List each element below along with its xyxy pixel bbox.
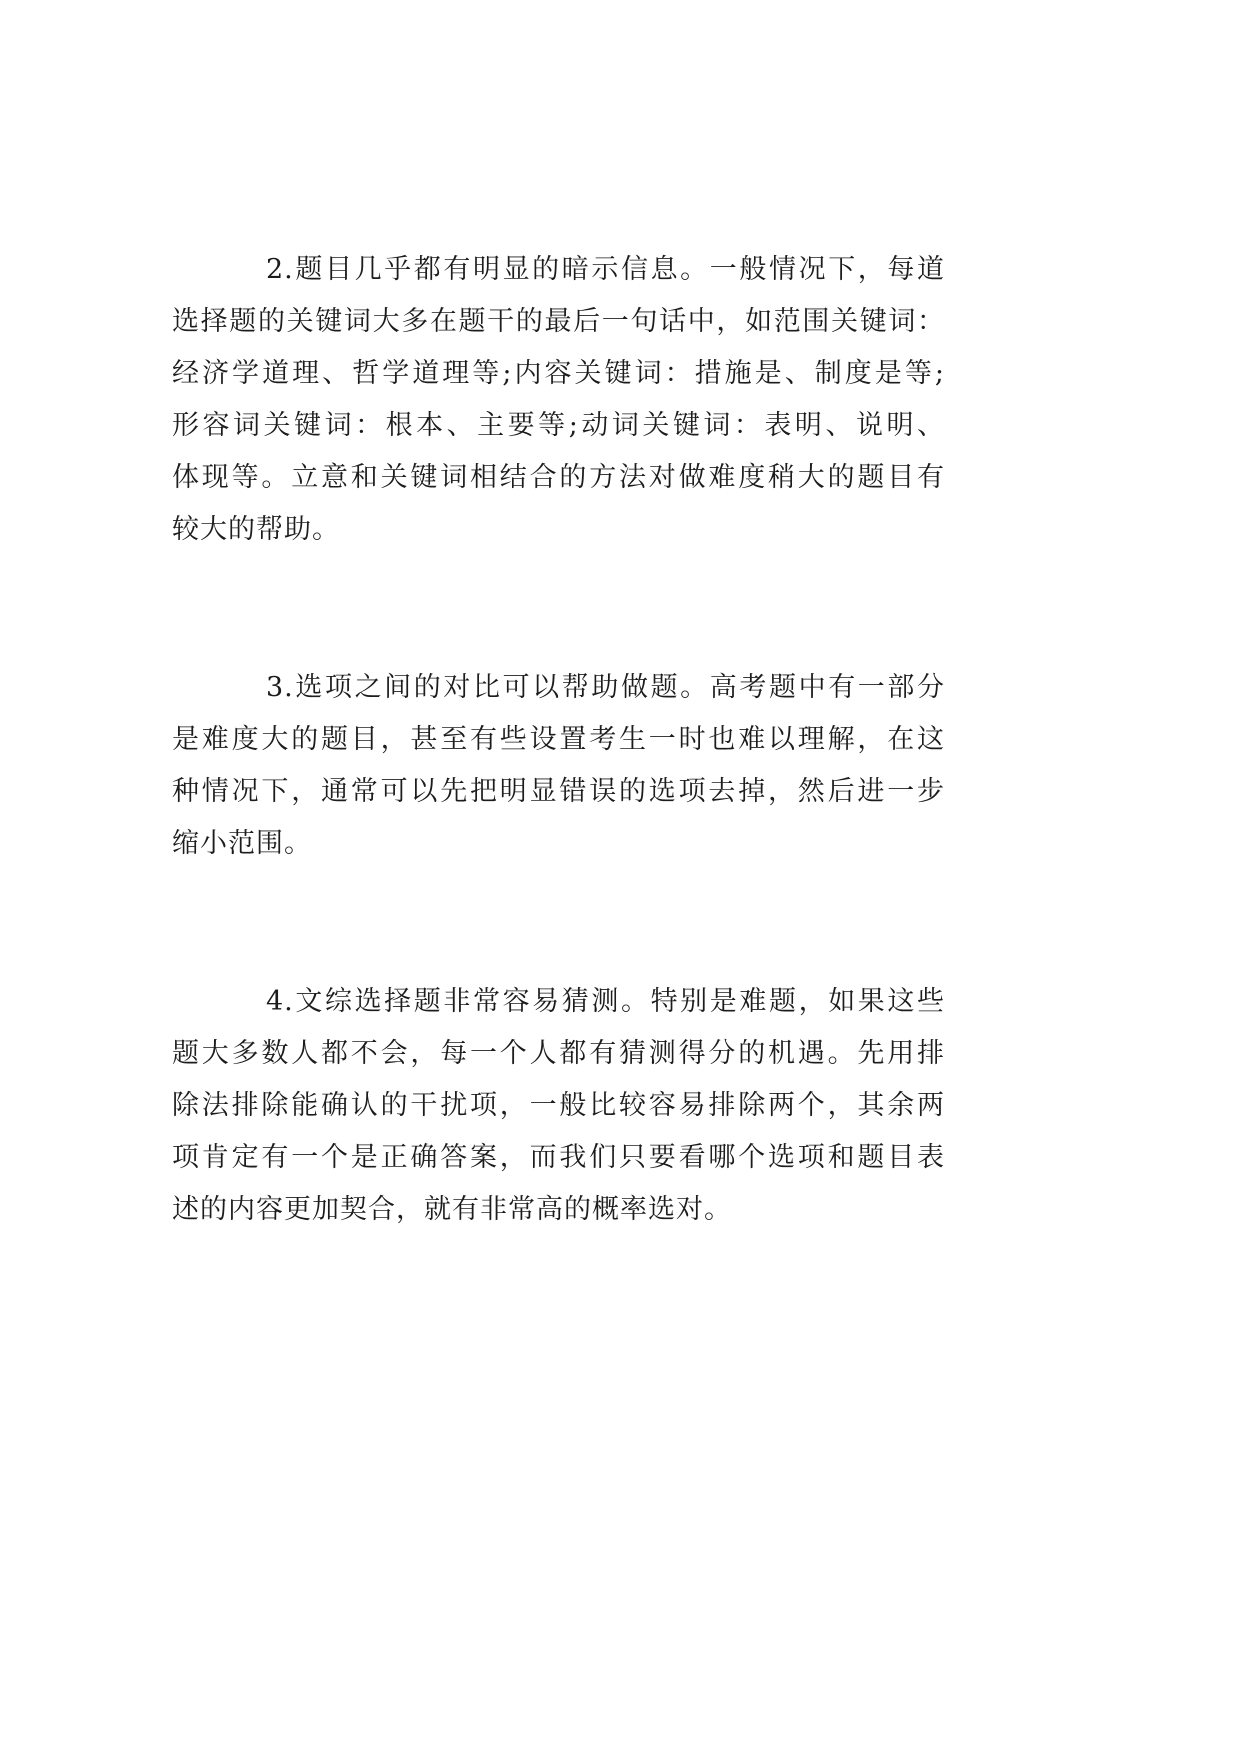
paragraph-line: 4.文综选择题非常容易猜测。特别是难题，如果这些 <box>266 986 945 1017</box>
paragraph-tip-2 <box>172 244 945 556</box>
paragraph-line: 3.选项之间的对比可以帮助做题。高考题中有一部分 <box>266 672 945 703</box>
paragraph-line: 除法排除能确认的干扰项，一般比较容易排除两个，其余两 <box>172 1090 945 1121</box>
paragraph-line: 缩小范围。 <box>172 828 312 859</box>
paragraph-line: 较大的帮助。 <box>172 514 340 545</box>
paragraph-line: 述的内容更加契合，就有非常高的概率选对。 <box>172 1194 732 1225</box>
paragraph-line: 题大多数人都不会，每一个人都有猜测得分的机遇。先用排 <box>172 1038 945 1069</box>
paragraph-tip-4 <box>172 976 945 1236</box>
paragraph-line: 项肯定有一个是正确答案，而我们只要看哪个选项和题目表 <box>172 1142 945 1173</box>
paragraph-line: 经济学道理、哲学道理等;内容关键词：措施是、制度是等; <box>172 358 945 389</box>
paragraph-line: 2.题目几乎都有明显的暗示信息。一般情况下，每道 <box>266 254 945 285</box>
paragraph-line: 形容词关键词：根本、主要等;动词关键词：表明、说明、 <box>172 410 945 441</box>
paragraph-line: 体现等。立意和关键词相结合的方法对做难度稍大的题目有 <box>172 462 945 493</box>
paragraph-line: 种情况下，通常可以先把明显错误的选项去掉，然后进一步 <box>172 776 945 807</box>
document-body <box>172 244 945 1342</box>
paragraph-line: 是难度大的题目，甚至有些设置考生一时也难以理解，在这 <box>172 724 945 755</box>
paragraph-tip-3 <box>172 662 945 870</box>
paragraph-line: 选择题的关键词大多在题干的最后一句话中，如范围关键词： <box>172 306 945 337</box>
